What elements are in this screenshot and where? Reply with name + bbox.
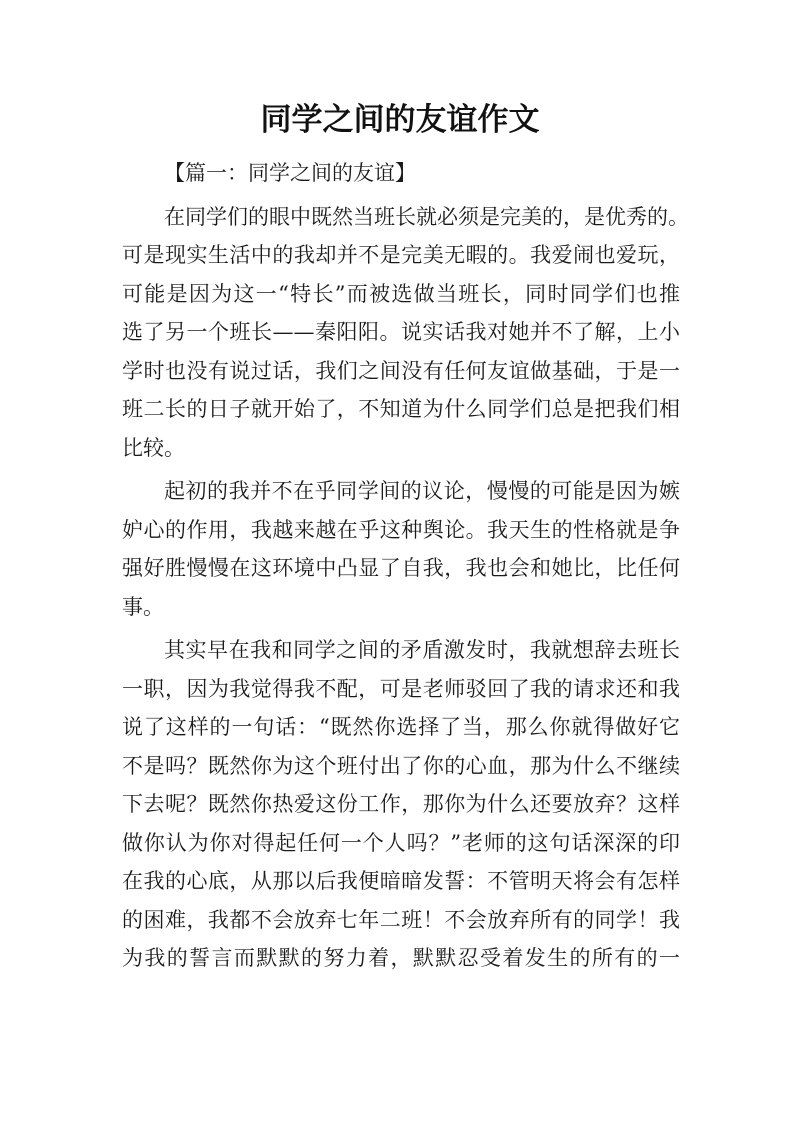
paragraph-line: 为我的誓言而默默的努力着，默默忍受着发生的所有的一 xyxy=(122,946,680,970)
paragraph-line: 班二长的日子就开始了，不知道为什么同学们总是把我们相 xyxy=(122,397,680,421)
paragraph-line: 强好胜慢慢在这环境中凸显了自我，我也会和她比，比任何 xyxy=(122,556,680,580)
document-body xyxy=(122,154,689,983)
paragraph-line: 起初的我并不在乎同学间的议论，慢慢的可能是因为嫉 xyxy=(164,479,680,503)
paragraph-line: 一职，因为我觉得我不配，可是老师驳回了我的请求还和我 xyxy=(122,676,680,701)
paragraph-line: 妒心的作用，我越来越在乎这种舆论。我天生的性格就是争 xyxy=(122,517,680,542)
section-heading: 【篇一：同学之间的友谊】 xyxy=(164,161,416,185)
paragraph-line: 不是吗？既然你为这个班付出了你的心血，那为什么不继续 xyxy=(122,753,680,778)
paragraph-line: 下去呢？既然你热爱这份工作，那你为什么还要放弃？这样 xyxy=(122,792,680,816)
paragraph-3 xyxy=(122,631,680,978)
paragraph-1 xyxy=(122,198,689,468)
paragraph-line: 可是现实生活中的我却并不是完美无暇的。我爱闹也爱玩， xyxy=(122,243,680,267)
paragraph-line: 学时也没有说过话，我们之间没有任何友谊做基础，于是一 xyxy=(122,358,680,383)
paragraph-line: 做你认为你对得起任何一个人吗？”老师的这句话深深的印 xyxy=(122,830,680,855)
paragraph-line: 选了另一个班长——秦阳阳。说实话我对她并不了解，上小 xyxy=(122,320,680,344)
paragraph-line: 比较。 xyxy=(122,435,185,460)
paragraph-line: 其实早在我和同学之间的矛盾激发时，我就想辞去班长 xyxy=(164,638,680,662)
paragraph-2 xyxy=(122,472,680,626)
section-heading-paragraph xyxy=(122,154,680,193)
document-title: 同学之间的友谊作文 xyxy=(260,102,540,138)
paragraph-line: 可能是因为这一“特长”而被选做当班长，同时同学们也推 xyxy=(122,281,680,306)
paragraph-line: 说了这样的一句话：“既然你选择了当，那么你就得做好它 xyxy=(122,715,680,739)
paragraph-line: 的困难，我都不会放弃七年二班！不会放弃所有的同学！我 xyxy=(122,907,680,932)
paragraph-line: 在同学们的眼中既然当班长就必须是完美的，是优秀的。 xyxy=(164,204,689,229)
paragraph-line: 在我的心底，从那以后我便暗暗发誓：不管明天将会有怎样 xyxy=(122,869,680,893)
paragraph-line: 事。 xyxy=(122,594,164,619)
